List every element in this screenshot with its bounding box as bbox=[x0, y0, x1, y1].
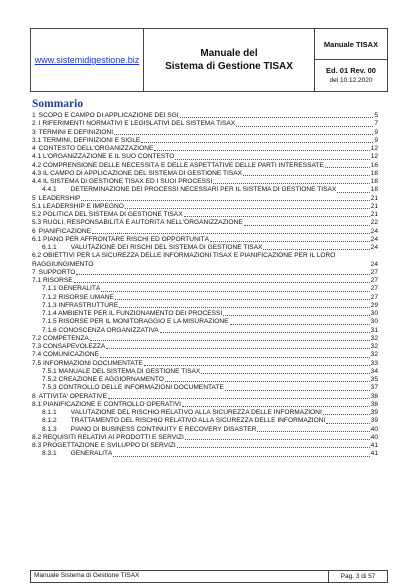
toc-entry-page: 16 bbox=[370, 161, 378, 169]
toc-dot-leader bbox=[175, 159, 369, 160]
toc-dot-leader bbox=[185, 439, 370, 440]
toc-entry-title: 7.1.4 AMBIENTE PER IL FUNZIONAMENTO DEI PROCESSI bbox=[42, 310, 223, 317]
toc-entry-title: DETERMINAZIONE DEI PROCESSI NECESSARI PER IL SISTEMA DI GESTIONE TISAX bbox=[70, 186, 337, 194]
toc-entry-title: 7.3 CONSAPEVOLEZZA bbox=[32, 343, 106, 350]
revision-block bbox=[315, 60, 387, 91]
toc-entry-title: 7.1.1 GENERALITÀ bbox=[42, 285, 101, 293]
toc-entry-page: 24 bbox=[370, 244, 378, 251]
toc-entry-title: 7.5.3 CONTROLLO DELLE INFORMAZIONI DOCUMENTATE bbox=[42, 384, 224, 392]
toc-entry-title: 7.1.5 RISORSE PER IL MONITORAGGIO E LA MISURAZIONE bbox=[42, 318, 229, 326]
toc-dot-leader bbox=[326, 423, 369, 424]
toc-entry[interactable] bbox=[32, 178, 378, 186]
toc-entry-page: 40 bbox=[370, 425, 378, 433]
toc-entry[interactable] bbox=[32, 153, 378, 161]
toc-entry-page: 39 bbox=[370, 409, 378, 416]
toc-entry-page: 24 bbox=[370, 227, 378, 235]
toc-entry-title: I RIFERIMENTI NORMATIVI E LEGISLATIVI DEL SISTEMA TISAX bbox=[38, 120, 236, 128]
toc-entry[interactable] bbox=[32, 384, 378, 392]
revision-label: Ed. 01 Rev. 00 bbox=[326, 65, 376, 75]
footer-page-number: Pag. 3 di 57 bbox=[328, 571, 387, 582]
toc-entry-page: 30 bbox=[370, 310, 378, 317]
toc-entry-number: 1 bbox=[32, 112, 36, 119]
toc-entry-title: 7.4 COMUNICAZIONE bbox=[32, 351, 100, 359]
toc-entry-page: 32 bbox=[370, 351, 378, 359]
toc-entry-number: 3 bbox=[32, 128, 36, 136]
toc-heading: Sommario bbox=[32, 98, 84, 110]
toc-dot-leader bbox=[74, 282, 370, 283]
toc-entry-page: 9 bbox=[374, 136, 378, 144]
toc-entry[interactable] bbox=[32, 343, 378, 351]
toc-entry[interactable] bbox=[32, 203, 378, 211]
toc-entry[interactable] bbox=[32, 335, 378, 343]
toc-dot-leader bbox=[213, 183, 369, 184]
toc-entry-title: CONTESTO DELL'ORGANIZZAZIONE bbox=[38, 145, 154, 152]
toc-entry-title: VALUTAZIONE DEI RISCHI DEL SISTEMA DI GESTIONE TISAX bbox=[70, 244, 263, 251]
toc-entry-title: SCOPO E CAMPO DI APPLICAZIONE DEI SGI bbox=[38, 112, 179, 119]
toc-dot-leader bbox=[323, 414, 370, 415]
toc-entry[interactable] bbox=[32, 252, 378, 269]
toc-entry-page: 32 bbox=[370, 343, 378, 350]
toc-entry-number: 6 bbox=[32, 227, 36, 235]
toc-dot-leader bbox=[184, 216, 370, 217]
toc-entry[interactable] bbox=[32, 393, 378, 401]
toc-entry-page: 21 bbox=[370, 211, 378, 218]
toc-entry-title: 8.3 PROGETTAZIONE E SVILUPPO DI SERVIZI bbox=[32, 442, 176, 449]
toc-entry-title: 7.5.2 CREAZIONE E AGGIORNAMENTO bbox=[42, 376, 164, 383]
toc-entry-page: 18 bbox=[370, 169, 378, 177]
toc-entry-page: 24 bbox=[370, 235, 378, 243]
toc-entry-title: TRATTAMENTO DEL RISCHIO RELATIVO ALLA SICUREZZA DELLE INFORMAZIONI bbox=[70, 417, 326, 425]
toc-entry-title: 7.1.2 RISORSE UMANE bbox=[42, 293, 114, 301]
toc-dot-leader bbox=[144, 365, 370, 366]
toc-entry-title: 4.3 IL CAMPO DI APPLICAZIONE DEL SISTEMA DI GESTIONE TISAX bbox=[32, 169, 243, 177]
toc-entry-number: 8.1.1 bbox=[42, 409, 57, 416]
toc-dot-leader bbox=[81, 200, 369, 201]
toc-dot-leader bbox=[92, 233, 370, 234]
toc-entry-page: 18 bbox=[370, 186, 378, 194]
toc-entry[interactable] bbox=[32, 360, 378, 368]
toc-entry-page: 32 bbox=[370, 334, 378, 342]
toc-dot-leader bbox=[180, 117, 374, 118]
toc-entry[interactable] bbox=[32, 120, 378, 128]
toc-entry-title: 7.1 RISORSE bbox=[32, 277, 73, 284]
toc-dot-leader bbox=[230, 324, 370, 325]
header-code-cell bbox=[315, 29, 387, 91]
toc-entry[interactable] bbox=[32, 351, 378, 359]
toc-entry-page: 38 bbox=[370, 400, 378, 408]
toc-entry-title: 6.2 OBIETTIVI PER LA SICUREZZA DELLE INFORMAZIONI TISAX E PIANIFICAZIONE PER IL LORO RAGGIUNGIMENTO bbox=[32, 252, 336, 268]
toc-entry[interactable] bbox=[32, 211, 378, 219]
toc-entry-page: 41 bbox=[370, 442, 378, 449]
toc-dot-leader bbox=[100, 357, 370, 358]
toc-dot-leader bbox=[201, 373, 369, 374]
toc-dot-leader bbox=[257, 431, 369, 432]
toc-entry[interactable] bbox=[32, 137, 378, 145]
toc-entry[interactable] bbox=[32, 162, 378, 170]
toc-dot-leader bbox=[76, 274, 369, 275]
toc-entry[interactable] bbox=[32, 129, 378, 137]
toc-dot-leader bbox=[108, 398, 370, 399]
toc-dot-leader bbox=[154, 150, 369, 151]
toc-entry[interactable] bbox=[32, 269, 378, 277]
toc-entry-title: 7.1.6 CONOSCENZA ORGANIZZATIVA bbox=[42, 326, 159, 334]
revision-date: del 10.12.2020 bbox=[329, 76, 373, 84]
toc-entry[interactable] bbox=[32, 409, 378, 417]
toc-entry-page: 33 bbox=[370, 359, 378, 367]
toc-dot-leader bbox=[182, 406, 370, 407]
toc-entry[interactable] bbox=[32, 195, 378, 203]
toc-entry-title: SUPPORTO bbox=[38, 268, 76, 276]
toc-entry-page: 18 bbox=[370, 178, 378, 185]
document-header bbox=[30, 28, 388, 92]
document-code: Manuale TISAX bbox=[315, 29, 387, 60]
toc-dot-leader bbox=[165, 381, 370, 382]
footer-title: Manuale Sistema di Gestione TISAX bbox=[34, 572, 140, 579]
toc-entry-title: 3.1 TERMINI, DEFINIZIONI E SIGLE bbox=[32, 136, 141, 144]
toc-entry-page: 27 bbox=[370, 277, 378, 284]
toc-entry-page: 21 bbox=[370, 194, 378, 202]
toc-dot-leader bbox=[141, 142, 373, 143]
website-link[interactable]: www.sistemidigestione.biz bbox=[34, 55, 140, 65]
toc-dot-leader bbox=[177, 447, 370, 448]
toc-entry-title: 7.5.1 MANUALE DEL SISTEMA DI GESTIONE TISAX bbox=[42, 367, 201, 375]
toc-entry-title: PIANIFICAZIONE bbox=[38, 227, 92, 235]
toc-entry-number: 4.4.1 bbox=[42, 186, 57, 194]
toc-entry[interactable] bbox=[32, 244, 378, 252]
toc-dot-leader bbox=[106, 348, 369, 349]
toc-entry-page: 27 bbox=[370, 268, 378, 276]
toc-entry-number: 8.1.3 bbox=[42, 425, 57, 433]
toc-entry-title: 8.1 PIANIFICAZIONE E CONTROLLO OPERATIVI bbox=[32, 400, 181, 408]
toc-entry-page: 27 bbox=[370, 293, 378, 301]
toc-entry-page: 5 bbox=[374, 112, 378, 119]
toc-entry[interactable] bbox=[32, 145, 378, 153]
toc-dot-leader bbox=[236, 126, 373, 127]
toc-entry[interactable] bbox=[32, 294, 378, 302]
toc-dot-leader bbox=[125, 208, 370, 209]
toc-entry-title: 6.1 PIANO PER AFFRONTARE RISCHI ED OPPORTUNITÀ bbox=[32, 235, 210, 243]
toc-entry[interactable] bbox=[32, 228, 378, 236]
toc-entry[interactable] bbox=[32, 434, 378, 442]
toc-entry-page: 9 bbox=[374, 128, 378, 136]
toc-dot-leader bbox=[90, 340, 370, 341]
toc-entry-title: TERMINI E DEFINIZIONI bbox=[38, 128, 114, 136]
toc-entry[interactable] bbox=[32, 285, 378, 293]
toc-entry-number: 6.1.1 bbox=[42, 244, 57, 251]
toc-entry-number: 7 bbox=[32, 268, 36, 276]
toc-entry-page: 24 bbox=[370, 260, 378, 268]
toc-entry[interactable] bbox=[32, 310, 378, 318]
document-title-line2: Sistema di Gestione TISAX bbox=[165, 61, 293, 72]
toc-dot-leader bbox=[244, 225, 370, 226]
toc-dot-leader bbox=[325, 167, 370, 168]
toc-entry-number: 2 bbox=[32, 120, 36, 128]
toc-entry-title: 5.2 POLITICA DEL SISTEMA DI GESTIONE TISAX bbox=[32, 211, 183, 218]
toc-entry-page: 27 bbox=[370, 285, 378, 293]
toc-entry-title: 7.1.3 INFRASTRUTTURE bbox=[42, 301, 119, 309]
toc-entry[interactable] bbox=[32, 186, 378, 194]
toc-entry[interactable] bbox=[32, 277, 378, 285]
toc-dot-leader bbox=[160, 332, 370, 333]
toc-dot-leader bbox=[337, 192, 369, 193]
toc-dot-leader bbox=[225, 390, 370, 391]
toc-entry-number: 8.1.2 bbox=[42, 417, 57, 425]
toc-entry-title: PIANO DI BUSINESS CONTINUITY E RECOVERY DISASTER bbox=[70, 425, 257, 433]
toc-entry-page: 34 bbox=[370, 367, 378, 375]
toc-dot-leader bbox=[263, 249, 369, 250]
toc-entry-title: 4.4 IL SISTEMA DI GESTIONE TISAX ED I SUOI PROCESSI bbox=[32, 178, 213, 185]
toc-entry-title: ATTIVITA' OPERATIVE bbox=[38, 392, 107, 400]
toc-entry-number: 5 bbox=[32, 194, 36, 202]
toc-dot-leader bbox=[101, 291, 369, 292]
toc-entry[interactable] bbox=[32, 112, 378, 120]
toc-entry[interactable] bbox=[32, 302, 378, 310]
header-website-cell bbox=[31, 29, 144, 91]
toc-entry-number: 8.3.1 bbox=[42, 450, 57, 458]
toc-entry-title: 5.1 LEADERSHIP E IMPEGNO bbox=[32, 202, 124, 210]
toc-entry[interactable] bbox=[32, 376, 378, 384]
header-title-cell bbox=[144, 29, 315, 91]
toc-entry-number: 4 bbox=[32, 145, 36, 152]
toc-entry[interactable] bbox=[32, 368, 378, 376]
toc-entry-title: 7.2 COMPETENZA bbox=[32, 334, 89, 342]
toc-dot-leader bbox=[114, 134, 373, 135]
toc-entry-title: VALUTAZIONE DEL RISCHIO RELATIVO ALLA SICUREZZA DELLE INFORMAZIONI bbox=[70, 409, 322, 416]
toc-entry-number: 8 bbox=[32, 392, 36, 400]
toc-entry-page: 39 bbox=[370, 417, 378, 425]
toc-entry-page: 12 bbox=[370, 153, 378, 161]
toc-entry-title: 7.5 INFORMAZIONI DOCUMENTATE bbox=[32, 359, 143, 367]
toc-dot-leader bbox=[113, 456, 369, 457]
toc-entry-page: 21 bbox=[370, 202, 378, 210]
toc-entry-page: 31 bbox=[370, 326, 378, 334]
toc-entry[interactable] bbox=[32, 450, 378, 458]
toc-dot-leader bbox=[115, 299, 370, 300]
toc-entry[interactable] bbox=[32, 417, 378, 425]
document-footer bbox=[30, 570, 388, 583]
toc-entry-page: 7 bbox=[374, 120, 378, 128]
toc-entry[interactable] bbox=[32, 327, 378, 335]
toc-entry-page: 30 bbox=[370, 318, 378, 326]
toc-entry[interactable] bbox=[32, 426, 378, 434]
toc-entry[interactable] bbox=[32, 442, 378, 450]
toc-entry-page: 22 bbox=[370, 219, 378, 227]
toc-dot-leader bbox=[119, 307, 369, 308]
toc-dot-leader bbox=[210, 241, 370, 242]
toc-entry-page: 38 bbox=[370, 392, 378, 400]
toc-entry-page: 40 bbox=[370, 433, 378, 441]
toc-dot-leader bbox=[243, 175, 370, 176]
toc-entry[interactable] bbox=[32, 401, 378, 409]
table-of-contents bbox=[32, 112, 378, 459]
toc-entry[interactable] bbox=[32, 170, 378, 178]
toc-dot-leader bbox=[223, 315, 369, 316]
document-title-line1: Manuale del bbox=[200, 48, 258, 59]
toc-entry-title: 4.2 COMPRENSIONE DELLE NECESSITÀ E DELLE ASPETTATIVE DELLE PARTI INTERESSATE bbox=[32, 161, 324, 169]
toc-entry[interactable] bbox=[32, 236, 378, 244]
toc-entry-page: 41 bbox=[370, 450, 378, 458]
toc-entry-page: 37 bbox=[370, 384, 378, 392]
toc-entry-title: 8.2 REQUISITI RELATIVI AI PRODOTTI E SERVIZI bbox=[32, 433, 184, 441]
toc-entry-title: 4.1 L'ORGANIZZAZIONE E IL SUO CONTESTO bbox=[32, 153, 175, 161]
toc-entry-page: 35 bbox=[370, 376, 378, 383]
toc-entry-title: GENERALITÀ bbox=[70, 450, 113, 458]
toc-entry-page: 12 bbox=[370, 145, 378, 152]
toc-entry-title: 5.3 RUOLI, RESPONSABILITÀ E AUTORITÀ NELL'ORGANIZZAZIONE bbox=[32, 219, 243, 227]
toc-entry-title: LEADERSHIP bbox=[38, 194, 81, 202]
toc-entry[interactable] bbox=[32, 318, 378, 326]
toc-entry-page: 29 bbox=[370, 301, 378, 309]
toc-entry[interactable] bbox=[32, 219, 378, 227]
